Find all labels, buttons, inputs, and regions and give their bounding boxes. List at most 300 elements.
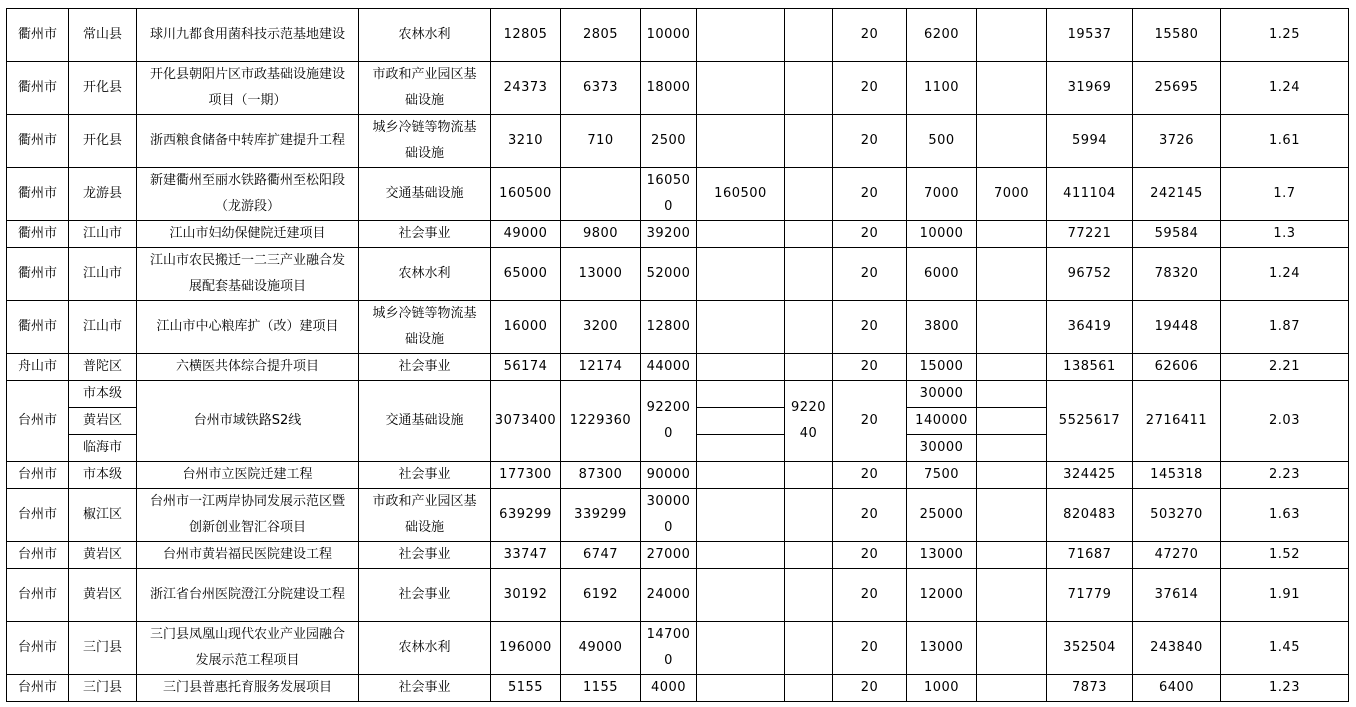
value-cell-c3 [641, 168, 697, 221]
value-cell-c7 [907, 168, 977, 221]
value-cell-c5 [785, 62, 833, 115]
county-cell-text: 市本级 [82, 386, 122, 401]
city-cell-text: 衢州市 [17, 133, 57, 148]
value-cell-c10 [1133, 9, 1221, 62]
value-cell-c2 [561, 9, 641, 62]
city-cell [7, 381, 69, 462]
county-cell [69, 221, 137, 248]
project-cell [137, 221, 359, 248]
county-cell-text: 黄岩区 [82, 413, 122, 428]
county-cell-text: 江山市 [82, 266, 122, 281]
value-cell-c3 [641, 462, 697, 489]
value-cell-c5 [785, 9, 833, 62]
city-cell-text: 台州市 [17, 640, 57, 655]
city-cell-text: 舟山市 [17, 359, 57, 374]
value-cell-c7 [907, 408, 977, 435]
table-body-upper [7, 9, 1349, 381]
value-cell-c6-text: 20 [860, 547, 879, 562]
value-cell-c4-text: 160500 [714, 186, 767, 201]
county-cell [69, 354, 137, 381]
value-cell-c9-text: 19537 [1067, 27, 1112, 42]
value-cell-c3 [641, 354, 697, 381]
value-cell-c7-text: 7500 [923, 467, 960, 482]
table-row [7, 221, 1349, 248]
value-cell-c8 [977, 489, 1047, 542]
city-cell-text: 台州市 [17, 587, 57, 602]
value-cell-c6 [833, 542, 907, 569]
county-cell [69, 62, 137, 115]
value-cell-c10 [1133, 675, 1221, 702]
county-cell [69, 569, 137, 622]
project-table [6, 8, 1349, 702]
value-cell-c11 [1221, 301, 1349, 354]
value-cell-c4 [697, 408, 785, 435]
value-cell-c3-text: 922000 [646, 400, 691, 441]
project-cell-text: 浙江省台州医院澄江分院建设工程 [149, 587, 345, 602]
value-cell-c6-text: 20 [860, 319, 879, 334]
value-cell-c2 [561, 569, 641, 622]
value-cell-c7 [907, 569, 977, 622]
table-row [7, 248, 1349, 301]
value-cell-c2-text: 6747 [582, 547, 619, 562]
value-cell-c3-text: 44000 [646, 359, 691, 374]
table-row [7, 569, 1349, 622]
county-cell [69, 675, 137, 702]
value-cell-c7 [907, 248, 977, 301]
value-cell-c7-text: 15000 [919, 359, 964, 374]
value-cell-c11-text: 1.25 [1269, 27, 1300, 42]
city-cell [7, 542, 69, 569]
value-cell-c10-text: 145318 [1150, 467, 1203, 482]
value-cell-c9-text: 36419 [1067, 319, 1112, 334]
value-cell-c10-text: 78320 [1154, 266, 1199, 281]
value-cell-c5 [785, 489, 833, 542]
value-cell-c8 [977, 354, 1047, 381]
value-cell-c2 [561, 675, 641, 702]
value-cell-c4 [697, 354, 785, 381]
county-cell [69, 622, 137, 675]
city-cell-text: 台州市 [17, 413, 57, 428]
value-cell-c1-text: 30192 [503, 587, 548, 602]
value-cell-c7-text: 1000 [923, 680, 960, 695]
value-cell-c7 [907, 435, 977, 462]
value-cell-c6-text: 20 [860, 266, 879, 281]
value-cell-c3-text: 52000 [646, 266, 691, 281]
value-cell-c2 [561, 248, 641, 301]
value-cell-c9 [1047, 675, 1133, 702]
table-row [7, 301, 1349, 354]
type-cell [359, 9, 491, 62]
value-cell-c7-text: 6000 [923, 266, 960, 281]
value-cell-c10-text: 503270 [1150, 507, 1203, 522]
value-cell-c8-text: 7000 [993, 186, 1030, 201]
value-cell-c7 [907, 115, 977, 168]
value-cell-c2-text: 1229360 [569, 413, 632, 428]
county-cell [69, 435, 137, 462]
value-cell-c7 [907, 489, 977, 542]
value-cell-c2-text: 49000 [578, 640, 623, 655]
county-cell-text: 椒江区 [82, 507, 122, 522]
type-cell-text: 农林水利 [398, 640, 451, 655]
value-cell-c1 [491, 569, 561, 622]
value-cell-c9-text: 77221 [1067, 226, 1112, 241]
value-cell-c2 [561, 168, 641, 221]
value-cell-c10-text: 3726 [1158, 133, 1195, 148]
table-row [7, 62, 1349, 115]
value-cell-c1-text: 12805 [503, 27, 548, 42]
city-cell [7, 9, 69, 62]
type-cell-text: 市政和产业园区基础设施 [372, 67, 477, 108]
type-cell-text: 城乡冷链等物流基础设施 [372, 120, 477, 161]
value-cell-c8 [977, 675, 1047, 702]
value-cell-c2 [561, 622, 641, 675]
value-cell-c3 [641, 622, 697, 675]
project-cell [137, 248, 359, 301]
value-cell-c5 [785, 248, 833, 301]
city-cell-text: 衢州市 [17, 319, 57, 334]
value-cell-c8 [977, 408, 1047, 435]
city-cell [7, 115, 69, 168]
value-cell-c2-text: 2805 [582, 27, 619, 42]
value-cell-c11 [1221, 168, 1349, 221]
project-cell [137, 542, 359, 569]
city-cell-text: 衢州市 [17, 80, 57, 95]
project-cell [137, 489, 359, 542]
type-cell-text: 交通基础设施 [385, 186, 464, 201]
type-cell [359, 462, 491, 489]
value-cell-c8 [977, 62, 1047, 115]
value-cell-c5 [785, 675, 833, 702]
table-row [7, 354, 1349, 381]
value-cell-c7-text: 30000 [919, 440, 964, 455]
value-cell-c8 [977, 462, 1047, 489]
value-cell-c10 [1133, 569, 1221, 622]
project-cell [137, 62, 359, 115]
value-cell-c3-text: 2500 [650, 133, 687, 148]
value-cell-c1 [491, 622, 561, 675]
project-cell-text: 台州市立医院迁建工程 [182, 467, 313, 482]
project-cell-text: 台州市域铁路S2线 [193, 413, 302, 428]
value-cell-c9 [1047, 622, 1133, 675]
value-cell-c7 [907, 462, 977, 489]
value-cell-c3 [641, 489, 697, 542]
value-cell-c6 [833, 354, 907, 381]
value-cell-c8 [977, 9, 1047, 62]
city-cell [7, 462, 69, 489]
value-cell-c6-text: 20 [860, 359, 879, 374]
value-cell-c6-text: 20 [860, 186, 879, 201]
value-cell-c7-text: 13000 [919, 640, 964, 655]
value-cell-c9-text: 411104 [1063, 186, 1116, 201]
value-cell-c4 [697, 381, 785, 408]
city-cell [7, 248, 69, 301]
value-cell-c10 [1133, 381, 1221, 462]
value-cell-c7-text: 1100 [923, 80, 960, 95]
value-cell-c11 [1221, 569, 1349, 622]
city-cell-text: 台州市 [17, 467, 57, 482]
value-cell-c2-text: 87300 [578, 467, 623, 482]
type-cell [359, 301, 491, 354]
value-cell-c6-text: 20 [860, 27, 879, 42]
value-cell-c2-text: 3200 [582, 319, 619, 334]
value-cell-c1-text: 5155 [507, 680, 544, 695]
value-cell-c7-text: 3800 [923, 319, 960, 334]
value-cell-c11 [1221, 542, 1349, 569]
value-cell-c8 [977, 168, 1047, 221]
project-cell [137, 569, 359, 622]
value-cell-c11-text: 1.24 [1269, 266, 1300, 281]
value-cell-c1 [491, 248, 561, 301]
value-cell-c6-text: 20 [860, 413, 879, 428]
value-cell-c7-text: 7000 [923, 186, 960, 201]
value-cell-c10 [1133, 622, 1221, 675]
value-cell-c10 [1133, 462, 1221, 489]
project-cell-text: 三门县凤凰山现代农业产业园融合发展示范工程项目 [149, 627, 345, 668]
value-cell-c2 [561, 489, 641, 542]
project-cell-text: 江山市中心粮库扩（改）建项目 [156, 319, 339, 334]
table-row [7, 381, 1349, 408]
value-cell-c4 [697, 489, 785, 542]
county-cell-text: 开化县 [82, 133, 122, 148]
city-cell [7, 62, 69, 115]
county-cell [69, 408, 137, 435]
value-cell-c9-text: 138561 [1063, 359, 1116, 374]
value-cell-c9 [1047, 168, 1133, 221]
value-cell-c11-text: 1.45 [1269, 640, 1300, 655]
value-cell-c9 [1047, 569, 1133, 622]
value-cell-c5 [785, 622, 833, 675]
type-cell-text: 交通基础设施 [385, 413, 464, 428]
value-cell-c9 [1047, 381, 1133, 462]
project-cell-text: 台州市黄岩福民医院建设工程 [162, 547, 332, 562]
value-cell-c11 [1221, 9, 1349, 62]
value-cell-c9-text: 7873 [1071, 680, 1108, 695]
value-cell-c2 [561, 115, 641, 168]
value-cell-c1 [491, 168, 561, 221]
value-cell-c6-text: 20 [860, 80, 879, 95]
value-cell-c8 [977, 115, 1047, 168]
project-cell [137, 675, 359, 702]
value-cell-c7 [907, 221, 977, 248]
value-cell-c5 [785, 301, 833, 354]
project-cell [137, 301, 359, 354]
value-cell-c6 [833, 675, 907, 702]
value-cell-c7 [907, 62, 977, 115]
table-row [7, 115, 1349, 168]
value-cell-c4 [697, 462, 785, 489]
value-cell-c3 [641, 675, 697, 702]
value-cell-c4 [697, 168, 785, 221]
type-cell-text: 城乡冷链等物流基础设施 [372, 306, 477, 347]
county-cell-text: 开化县 [82, 80, 122, 95]
value-cell-c11 [1221, 381, 1349, 462]
county-cell-text: 三门县 [82, 680, 122, 695]
value-cell-c6 [833, 569, 907, 622]
value-cell-c4 [697, 62, 785, 115]
type-cell-text: 市政和产业园区基础设施 [372, 494, 477, 535]
value-cell-c6-text: 20 [860, 587, 879, 602]
project-cell [137, 115, 359, 168]
value-cell-c1-text: 196000 [499, 640, 552, 655]
value-cell-c10 [1133, 168, 1221, 221]
value-cell-c11-text: 2.03 [1269, 413, 1300, 428]
value-cell-c3-text: 12800 [646, 319, 691, 334]
county-cell [69, 248, 137, 301]
value-cell-c11-text: 1.87 [1269, 319, 1300, 334]
value-cell-c11 [1221, 622, 1349, 675]
type-cell [359, 248, 491, 301]
value-cell-c1-text: 33747 [503, 547, 548, 562]
value-cell-c4 [697, 435, 785, 462]
table-row [7, 622, 1349, 675]
value-cell-c2 [561, 381, 641, 462]
county-cell-text: 常山县 [82, 27, 122, 42]
value-cell-c10 [1133, 221, 1221, 248]
value-cell-c9-text: 31969 [1067, 80, 1112, 95]
value-cell-c5 [785, 354, 833, 381]
type-cell [359, 354, 491, 381]
value-cell-c4 [697, 301, 785, 354]
county-cell-text: 临海市 [82, 440, 122, 455]
value-cell-c1 [491, 542, 561, 569]
value-cell-c7 [907, 675, 977, 702]
value-cell-c9-text: 5994 [1071, 133, 1108, 148]
value-cell-c2 [561, 354, 641, 381]
value-cell-c1-text: 65000 [503, 266, 548, 281]
value-cell-c5 [785, 168, 833, 221]
value-cell-c11-text: 2.21 [1269, 359, 1300, 374]
value-cell-c10 [1133, 354, 1221, 381]
value-cell-c1-text: 56174 [503, 359, 548, 374]
table-row [7, 675, 1349, 702]
value-cell-c7 [907, 542, 977, 569]
county-cell [69, 462, 137, 489]
value-cell-c11 [1221, 221, 1349, 248]
value-cell-c2-text: 710 [587, 133, 614, 148]
type-cell [359, 489, 491, 542]
value-cell-c11-text: 1.91 [1269, 587, 1300, 602]
table-row [7, 168, 1349, 221]
value-cell-c5 [785, 569, 833, 622]
value-cell-c6-text: 20 [860, 133, 879, 148]
value-cell-c6 [833, 301, 907, 354]
project-cell-text: 台州市一江两岸协同发展示范区暨创新创业智汇谷项目 [149, 494, 345, 535]
project-cell [137, 9, 359, 62]
value-cell-c3 [641, 542, 697, 569]
value-cell-c1 [491, 9, 561, 62]
value-cell-c6 [833, 62, 907, 115]
county-cell-text: 三门县 [82, 640, 122, 655]
value-cell-c11 [1221, 675, 1349, 702]
city-cell-text: 台州市 [17, 507, 57, 522]
value-cell-c9 [1047, 9, 1133, 62]
value-cell-c3 [641, 301, 697, 354]
county-cell-text: 龙游县 [82, 186, 122, 201]
value-cell-c2 [561, 301, 641, 354]
value-cell-c10 [1133, 542, 1221, 569]
value-cell-c6 [833, 248, 907, 301]
value-cell-c3-text: 90000 [646, 467, 691, 482]
value-cell-c8 [977, 622, 1047, 675]
value-cell-c9-text: 820483 [1063, 507, 1116, 522]
county-cell-text: 普陀区 [82, 359, 122, 374]
value-cell-c10 [1133, 489, 1221, 542]
value-cell-c7 [907, 9, 977, 62]
value-cell-c1 [491, 301, 561, 354]
city-cell [7, 354, 69, 381]
type-cell-text: 社会事业 [398, 226, 451, 241]
type-cell-text: 社会事业 [398, 467, 451, 482]
value-cell-c2-text: 9800 [582, 226, 619, 241]
city-cell-text: 衢州市 [17, 266, 57, 281]
value-cell-c7 [907, 301, 977, 354]
value-cell-c11 [1221, 62, 1349, 115]
project-cell-text: 开化县朝阳片区市政基础设施建设项目（一期） [149, 67, 345, 108]
value-cell-c1 [491, 675, 561, 702]
value-cell-c7-text: 30000 [919, 386, 964, 401]
value-cell-c2-text: 1155 [582, 680, 619, 695]
value-cell-c5 [785, 381, 833, 462]
value-cell-c1 [491, 354, 561, 381]
value-cell-c3-text: 160500 [646, 173, 691, 214]
value-cell-c9 [1047, 301, 1133, 354]
value-cell-c1 [491, 489, 561, 542]
project-cell [137, 381, 359, 462]
project-cell-text: 球川九都食用菌科技示范基地建设 [149, 27, 345, 42]
value-cell-c10-text: 25695 [1154, 80, 1199, 95]
project-cell-text: 浙西粮食储备中转库扩建提升工程 [149, 133, 345, 148]
value-cell-c10-text: 242145 [1150, 186, 1203, 201]
value-cell-c11 [1221, 115, 1349, 168]
city-cell [7, 489, 69, 542]
project-cell [137, 622, 359, 675]
value-cell-c6-text: 20 [860, 467, 879, 482]
value-cell-c10 [1133, 62, 1221, 115]
type-cell-text: 社会事业 [398, 587, 451, 602]
project-cell [137, 168, 359, 221]
county-cell [69, 381, 137, 408]
county-cell [69, 489, 137, 542]
type-cell [359, 542, 491, 569]
city-cell-text: 衢州市 [17, 226, 57, 241]
project-cell-text: 六横医共体综合提升项目 [175, 359, 319, 374]
value-cell-c3 [641, 248, 697, 301]
value-cell-c9-text: 352504 [1063, 640, 1116, 655]
value-cell-c1-text: 3073400 [494, 413, 557, 428]
value-cell-c4 [697, 221, 785, 248]
type-cell [359, 62, 491, 115]
value-cell-c10 [1133, 115, 1221, 168]
value-cell-c3 [641, 9, 697, 62]
city-cell-text: 台州市 [17, 547, 57, 562]
type-cell-text: 社会事业 [398, 359, 451, 374]
value-cell-c4 [697, 675, 785, 702]
value-cell-c9 [1047, 221, 1133, 248]
value-cell-c7-text: 25000 [919, 507, 964, 522]
value-cell-c2 [561, 62, 641, 115]
type-cell-text: 社会事业 [398, 547, 451, 562]
type-cell [359, 381, 491, 462]
table-row [7, 489, 1349, 542]
value-cell-c2-text: 12174 [578, 359, 623, 374]
value-cell-c10 [1133, 301, 1221, 354]
value-cell-c2 [561, 462, 641, 489]
value-cell-c4 [697, 115, 785, 168]
project-cell-text: 三门县普惠托育服务发展项目 [162, 680, 332, 695]
table-body-lower [7, 462, 1349, 702]
value-cell-c3 [641, 62, 697, 115]
value-cell-c9-text: 71779 [1067, 587, 1112, 602]
